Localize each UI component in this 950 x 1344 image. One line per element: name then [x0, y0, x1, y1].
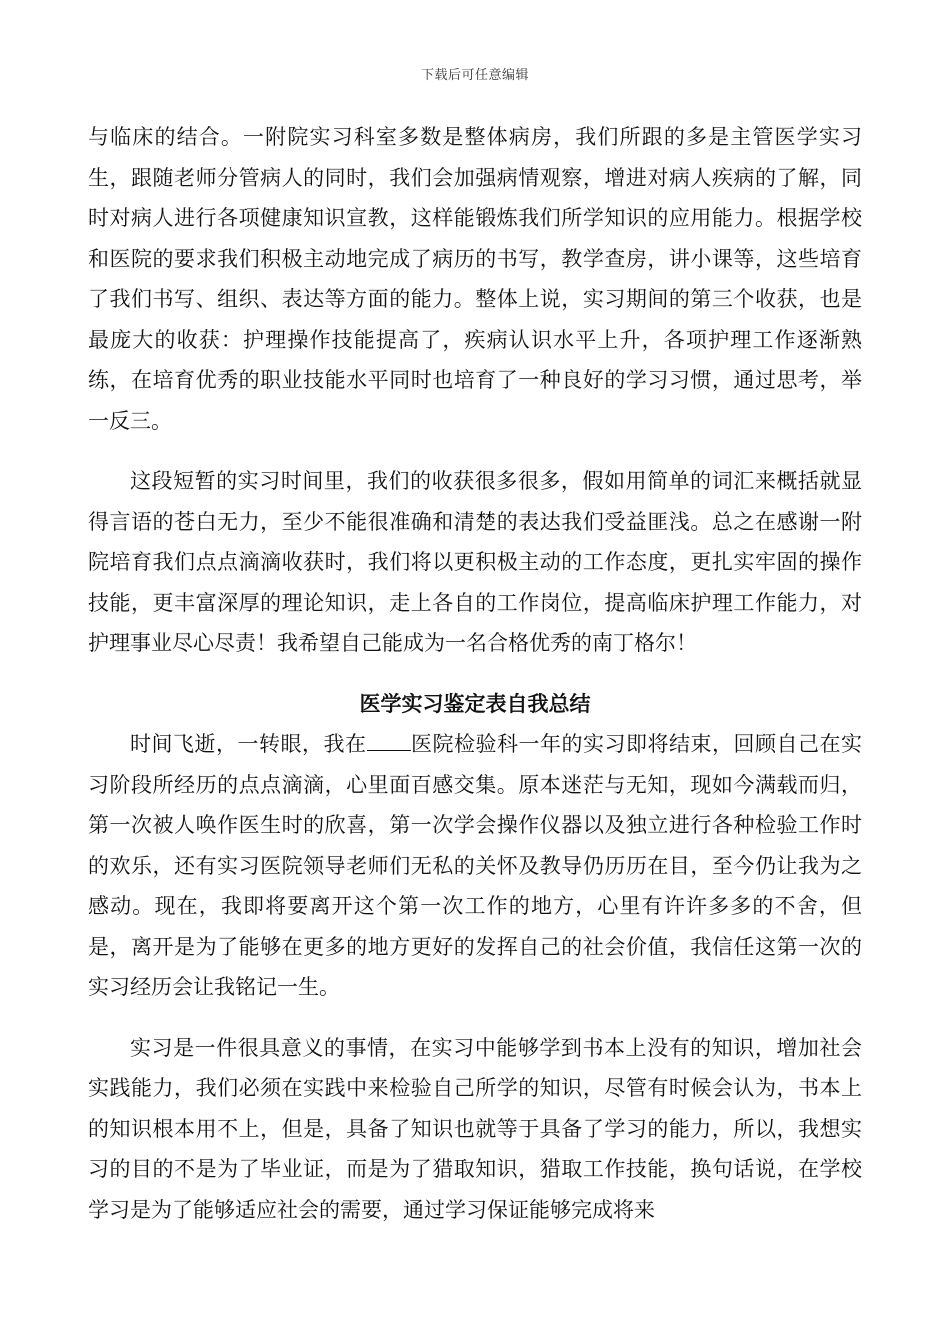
paragraph-2: 这段短暂的实习时间里，我们的收获很多很多，假如用简单的词汇来概括就显得言语的苍白无力，至少不能很准确和清楚的表达我们受益匪浅。总之在感谢一附院培育我们点点滴滴收获时，我们将以更积极主动的工作态度，更扎实牢固的操作技能，更丰富深厚的理论知识，走上各自的工作岗位，提高临床护理工作能力，对护理事业尽心尽责！我希望自己能成为一名合格优秀的南丁格尔！ [88, 469, 862, 655]
paragraph-3-rest: 医院检验科一年的实习即将结束，回顾自己在实习阶段所经历的点点滴滴，心里面百感交集。原本迷茫与无知，现如今满载而归，第一次被人唤作医生时的欣喜，第一次学会操作仪器以及独立进行各种检验工作时的欢乐，还有实习医院领导老师们无私的关怀及教导仍历历在目，至今仍让我为之感动。现在，我即将要离开这个第一次工作的地方，心里有许许多多的不舍，但是，离开是为了能够在更多的地方更好的发挥自己的社会价值，我信任这第一次的实习经历会让我铭记一生。 [88, 732, 862, 999]
page-header: 下载后可任意编辑 [420, 68, 529, 83]
blank-underline [367, 732, 411, 751]
section-title: 医学实习鉴定表自我总结 [359, 690, 591, 716]
paragraph-3-lead: 时间飞逝，一转眼，我在 [130, 732, 367, 756]
paragraph-4: 实习是一件很具意义的事情，在实习中能够学到书本上没有的知识，增加社会实践能力，我们必须在实践中来检验自己所学的知识，尽管有时候会认为，书本上的知识根本用不上，但是，具备了知识也就等于具备了学习的能力，所以，我想实习的目的不是为了毕业证，而是为了猎取知识，猎取工作技能，换句话说，在学校学习是为了能够适应社会的需要，通过学习保证能够完成将来 [88, 1035, 862, 1222]
paragraph-3 [88, 724, 862, 1008]
document-body [88, 117, 862, 1230]
paragraph-1: 与临床的结合。一附院实习科室多数是整体病房，我们所跟的多是主管医学实习生，跟随老师分管病人的同时，我们会加强病情观察，增进对病人疾病的了解，同时对病人进行各项健康知识宣教，这样能锻炼我们所学知识的应用能力。根据学校和医院的要求我们积极主动地完成了病历的书写，教学查房，讲小课等，这些培育了我们书写、组织、表达等方面的能力。整体上说，实习期间的第三个收获，也是最庞大的收获：护理操作技能提高了，疾病认识水平上升，各项护理工作逐渐熟练，在培育优秀的职业技能水平同时也培育了一种良好的学习习惯，通过思考，举一反三。 [88, 125, 862, 433]
